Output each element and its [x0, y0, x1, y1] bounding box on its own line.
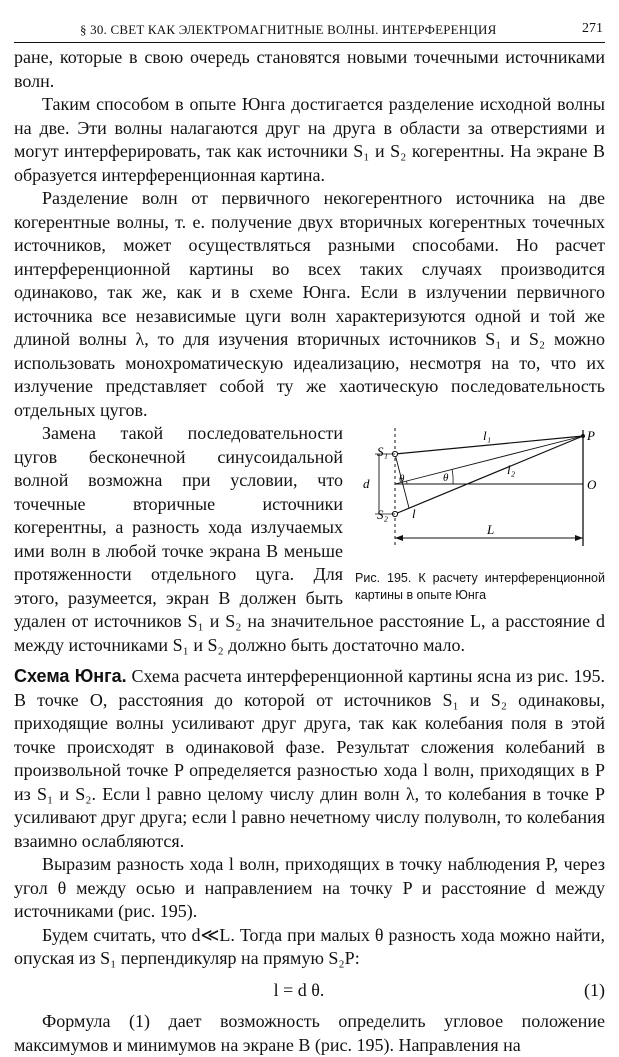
label-L: L: [487, 522, 495, 537]
paragraph-7: Будем считать, что d≪L. Тогда при малых θ разность хода можно найти, опуская из S₁ перпендикуляр на прямую S₂P:: [14, 924, 605, 968]
label-s1: S₁: [377, 444, 389, 459]
label-s2: S₂: [377, 507, 389, 522]
paragraph-4: Замена такой последовательности цугов бесконечной синусоидальной волной возможна при условии, что точечные вторичные источники когерентны, а разность хода излучаемых ими волн в любой точке экрана B меньше протяженности отдельного цуга. Для этого, разумеется, экран B должен быть удален от источников S₁ и S₂ на значительное расстояние L, а расстояние d между источниками S₁ и S₂ должно быть достаточно мало.: [14, 423, 605, 655]
label-d: d: [363, 476, 370, 491]
paragraph-5: [14, 665, 605, 853]
paragraph-6: Выразим разность хода l волн, приходящих в точку наблюдения P, через угол θ между осью и направлением на точку P и расстояние d между источниками (рис. 195).: [14, 854, 605, 921]
paragraph-3: Разделение волн от первичного некогерентного источника на две когерентные волны, т. е. получение двух вторичных когерентных точечных источников, может осуществляться разными способами. Но расчет интерференционной картины во всех таких случаях производится одинаково, так же, как и в схеме Юнга. Если в излучении первичного источника все независимые цуги волн характеризуются одной и той же длиной волны λ, то для изучения вторичных источников S₁ и S₂ можно использовать монохроматическую идеализацию, несмотря на то, что их излучение представляет собой ту же хаотическую последовательность отдельных цугов.: [14, 188, 605, 420]
paragraph-5-text: Схема расчета интерференционной картины ясна из рис. 195. В точке O, расстояния до которой от источников S₁ и S₂ одинаковы, приходящие волны усиливают друг друга, так как колебания поля в этой точке происходят в одинаковой фазе. Результат сложения колебаний в произвольной точке P определяется разностью хода l волн, приходящих в P из S₁ и S₂. Если l равно целому числу длин волн λ, то колебания в точке P усиливают друг друга; если l равно нечетному числу полуволн, то колебания взаимно ослабляются.: [14, 666, 605, 851]
young-scheme-diagram: [355, 426, 605, 568]
L-arrow-left: [395, 535, 403, 541]
paragraph-1: ране, которые в свою очередь становятся новыми точечными источниками волн.: [14, 47, 605, 91]
section-title: Схема Юнга.: [14, 666, 127, 686]
L-arrow-right: [575, 535, 583, 541]
formula-1: [14, 971, 605, 1011]
label-p: P: [587, 428, 595, 443]
formula-number: (1): [584, 979, 605, 1000]
ray-center: [395, 436, 583, 484]
label-theta-large: θ: [443, 472, 449, 484]
label-theta-small: θ: [399, 473, 405, 485]
running-head: § 30. СВЕТ КАК ЭЛЕКТРОМАГНИТНЫЕ ВОЛНЫ. ИНТЕРФЕРЕНЦИЯ: [80, 22, 497, 37]
formula-expression: l = d θ.: [273, 979, 325, 1000]
body-text: [14, 46, 605, 1057]
theta-arc-small: [407, 481, 408, 484]
paragraph-2: Таким способом в опыте Юнга достигается разделение исходной волны на две. Эти волны налагаются друг на друга в области за отверстиями и могут интерферировать, так как источники S₁ и S₂ когерентны. На экране B образуется интерференционная картина.: [14, 94, 605, 185]
label-l2: l₂: [507, 462, 516, 477]
label-l1: l₁: [483, 428, 492, 443]
point-p: [581, 434, 585, 438]
figure-195: [355, 426, 605, 604]
page-header: [14, 16, 605, 43]
label-o: O: [587, 477, 597, 492]
theta-arc-large: [452, 469, 453, 484]
label-l: l: [412, 506, 416, 521]
figure-caption: Рис. 195. К расчету интерференционной картины в опыте Юнга: [355, 571, 605, 602]
page-number: 271: [582, 21, 603, 36]
ray-l2: [395, 436, 583, 514]
paragraph-8: Формула (1) дает возможность определить угловое положение максимумов и минимумов на экране B (рис. 195). Направления на: [14, 1011, 605, 1055]
